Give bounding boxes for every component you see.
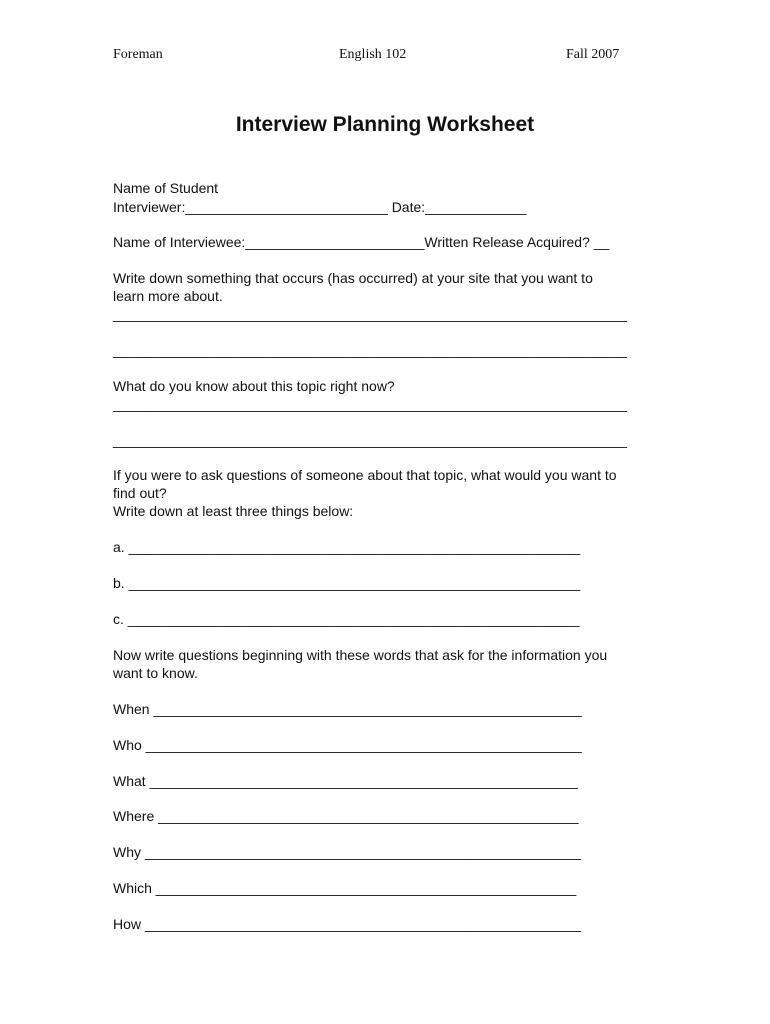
list-item-a: a. __________________________________________________________ <box>113 539 581 555</box>
interviewee-release-line: Name of Interviewee:_______________________Written Release Acquired? __ <box>113 234 610 250</box>
header-author: Foreman <box>113 47 163 62</box>
header-course: English 102 <box>339 47 407 62</box>
question-where: Where ______________________________________________________ <box>113 808 579 824</box>
student-label: Name of Student <box>113 180 219 196</box>
answer-blank-4: __________________________________________________________________ <box>113 432 627 448</box>
question-what: What _______________________________________________________ <box>113 773 578 789</box>
prompt-ask-line-2: find out? <box>113 485 167 501</box>
answer-blank-2: __________________________________________________________________ <box>113 342 627 358</box>
question-who: Who ________________________________________________________ <box>113 737 582 753</box>
question-why: Why ________________________________________________________ <box>113 844 581 860</box>
list-item-b: b. __________________________________________________________ <box>113 575 581 591</box>
interviewer-date-line: Interviewer:__________________________ Date:_____________ <box>113 199 527 215</box>
answer-blank-1: __________________________________________________________________ <box>113 306 627 322</box>
prompt-ask-line-3: Write down at least three things below: <box>113 503 354 519</box>
prompt-questions-line-2: want to know. <box>113 665 198 681</box>
prompt-site-line-1: Write down something that occurs (has occurred) at your site that you want to <box>113 270 593 286</box>
question-which: Which ______________________________________________________ <box>113 880 577 896</box>
prompt-site-line-2: learn more about. <box>113 288 223 304</box>
prompt-questions-line-1: Now write questions beginning with these words that ask for the information you <box>113 647 608 663</box>
question-when: When _______________________________________________________ <box>113 701 582 717</box>
list-item-c: c. __________________________________________________________ <box>113 611 580 627</box>
prompt-know-line: What do you know about this topic right now? <box>113 378 395 394</box>
header-term: Fall 2007 <box>566 47 620 62</box>
page-title: Interview Planning Worksheet <box>235 113 535 136</box>
answer-blank-3: __________________________________________________________________ <box>113 396 627 412</box>
prompt-ask-line-1: If you were to ask questions of someone about that topic, what would you want to <box>113 467 617 483</box>
question-how: How ________________________________________________________ <box>113 916 581 932</box>
